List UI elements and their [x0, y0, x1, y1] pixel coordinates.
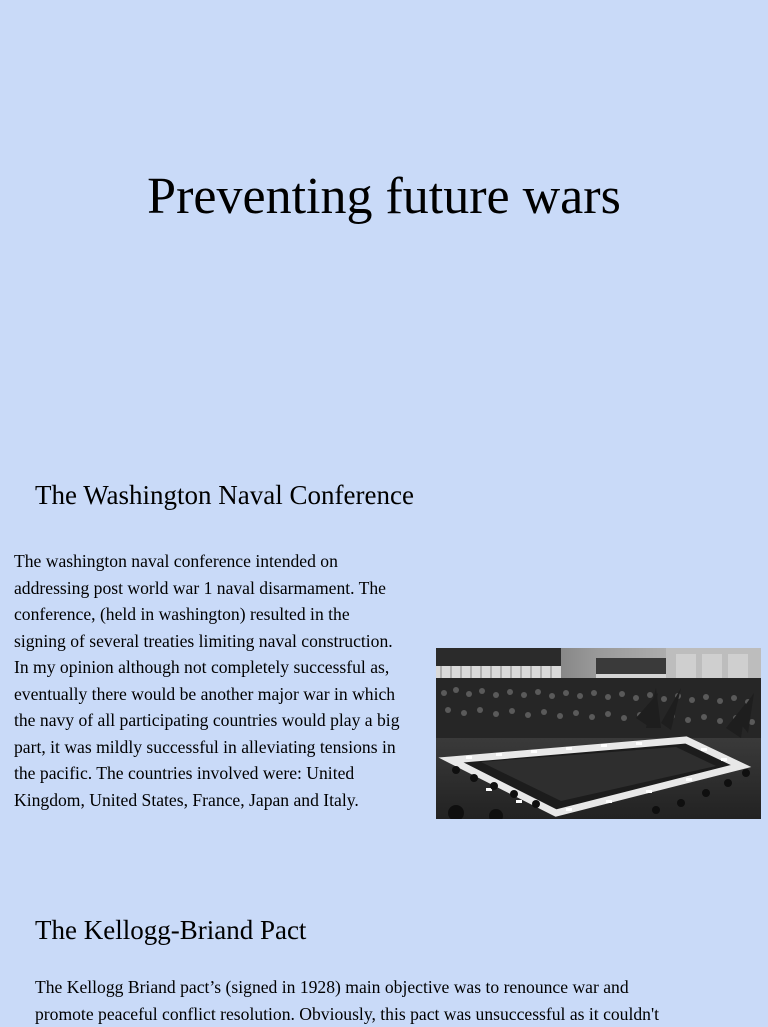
paragraph-line: In my opinion although not completely successful as, — [14, 654, 454, 681]
page-title: Preventing future wars — [0, 166, 768, 228]
paragraph-line: the navy of all participating countries would play a big — [14, 707, 454, 734]
paragraph-line: part, it was mildly successful in alleviating tensions in — [14, 734, 454, 761]
paragraph-line: The Kellogg Briand pact’s (signed in 1928) main objective was to renounce war and — [35, 974, 755, 1001]
paragraph-line: conference, (held in washington) resulted in the — [14, 601, 454, 628]
paragraph-line: eventually there would be another major war in which — [14, 681, 454, 708]
section-heading-washington: The Washington Naval Conference — [35, 478, 414, 512]
paragraph-line: Kingdom, United States, France, Japan and Italy. — [14, 787, 454, 814]
paragraph-line: The washington naval conference intended on — [14, 548, 454, 575]
paragraph-line: signing of several treaties limiting naval construction. — [14, 628, 454, 655]
paragraph-washington — [14, 548, 454, 813]
paragraph-line: the pacific. The countries involved were: United — [14, 760, 454, 787]
paragraph-kellogg — [35, 974, 755, 1027]
conference-photo — [436, 648, 761, 819]
paragraph-line: addressing post world war 1 naval disarmament. The — [14, 575, 454, 602]
paragraph-line: promote peaceful conflict resolution. Obviously, this pact was unsuccessful as it couldn't — [35, 1001, 755, 1027]
section-heading-kellogg: The Kellogg-Briand Pact — [35, 913, 306, 947]
